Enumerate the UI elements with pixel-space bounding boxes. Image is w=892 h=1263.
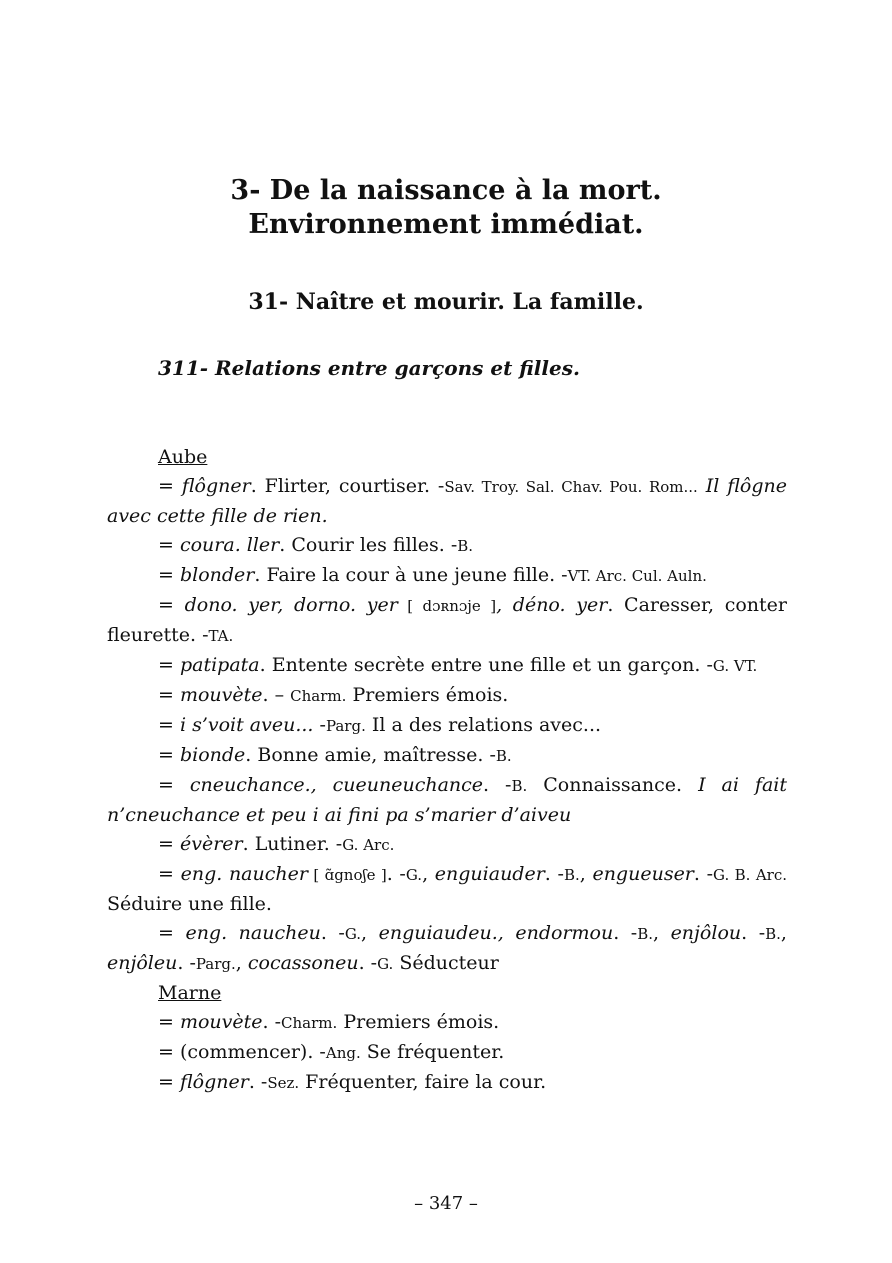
entry-source: B. [511, 777, 528, 795]
entry-text: , [235, 952, 248, 974]
entry-text: . - [358, 952, 378, 974]
entry-text: . - [613, 922, 638, 944]
entry-flogner [107, 472, 787, 531]
entry-marne-commencer [107, 1038, 787, 1068]
entry-donoyer [107, 591, 787, 651]
entry-source: G. VT. [712, 657, 758, 675]
entry-text: Il a des relations avec... [365, 714, 602, 736]
entry-text: Fréquenter, faire la cour. [299, 1071, 547, 1093]
entry-marne-flogner [107, 1068, 787, 1098]
entry-text: - [313, 714, 326, 736]
entry-text: . – [262, 684, 291, 706]
entry-term: évèrer [179, 833, 243, 855]
entry-source: B. [495, 747, 512, 765]
entry-text: . - [262, 1011, 282, 1033]
entry-text: Séduire une fille. [107, 893, 272, 915]
entry-term: i s’voit aveu... [179, 714, 314, 736]
entry-source: G. [405, 866, 423, 884]
entry-text: . - [248, 1071, 268, 1093]
entry-source: Parg. [195, 955, 236, 973]
entry-source: Ang. [325, 1044, 361, 1062]
entry-term: flôgner [179, 1071, 249, 1093]
entry-source: Charm. [290, 687, 347, 705]
entry-source: Sav. Troy. Sal. Chav. Pou. Rom... [444, 478, 698, 496]
entry-text: = [158, 922, 186, 944]
page-number: – 347 – [414, 1193, 478, 1214]
entry-text: = [158, 714, 180, 736]
entry-term: enjôleu [107, 952, 178, 974]
entry-engnaucher [107, 860, 787, 919]
entry-everer [107, 830, 787, 860]
region-heading-aube: Aube [158, 446, 208, 468]
entry-text: , [422, 863, 435, 885]
entry-term: mouvète [179, 1011, 263, 1033]
entry-source: TA. [208, 627, 234, 645]
entry-term: enjôlou [670, 922, 742, 944]
entry-text: = [158, 1071, 180, 1093]
entry-engnaucheu [107, 919, 787, 979]
entry-text: = [158, 684, 180, 706]
section-title: 31- Naître et mourir. La famille. [248, 289, 644, 315]
entry-text: . Entente secrète entre une fille et un garçon. - [259, 654, 713, 676]
entry-term: cocassoneu [247, 952, 359, 974]
entry-example: I ai fait n’cneuchance et peu i ai fini pa s’marier d’aiveu [107, 774, 787, 826]
entry-text: = [158, 833, 180, 855]
entry-text: , [579, 863, 593, 885]
entry-patipata [107, 651, 787, 681]
entry-source: G. Arc. [342, 836, 395, 854]
entry-term: bionde [179, 744, 246, 766]
entry-source: B. [457, 537, 474, 555]
entry-text: . - [386, 863, 406, 885]
entry-text: . - [544, 863, 564, 885]
entry-term: patipata [179, 654, 260, 676]
entry-text: = [158, 654, 180, 676]
entry-cneuchance [107, 771, 787, 830]
entry-text: = [158, 1011, 180, 1033]
entry-term: mouvète [179, 684, 263, 706]
entry-text: = [158, 475, 182, 497]
entry-text: = [158, 863, 181, 885]
entry-blonder [107, 561, 787, 591]
entry-text: . Flirter, courtiser. - [250, 475, 445, 497]
entry-isvoitaveu [107, 711, 787, 741]
entry-text: = (commencer). - [158, 1041, 326, 1063]
entry-text: Séducteur [393, 952, 499, 974]
region-heading-marne: Marne [158, 982, 222, 1004]
entry-term: eng. naucher [180, 863, 308, 885]
entry-text: . - [320, 922, 345, 944]
entry-text: = [158, 564, 180, 586]
entry-term: coura. ller [179, 534, 280, 556]
entries-content [107, 443, 787, 1098]
entry-term: eng. naucheu [185, 922, 321, 944]
entry-phonetic: [ ɑ̃gnoʃe ] [307, 866, 387, 884]
entry-example: Il flôgne avec cette fille de rien. [107, 475, 787, 527]
entry-source: VT. Arc. Cul. Auln. [567, 567, 707, 585]
entry-source: G. [344, 925, 362, 943]
entry-bionde [107, 741, 787, 771]
entry-source: G. [377, 955, 394, 973]
entry-term: enguiaudeu., endormou [378, 922, 614, 944]
entry-text: = [158, 594, 185, 616]
entry-text: . Caresser, conter fleurette. - [107, 594, 787, 646]
chapter-title-line1: 3- De la naissance à la mort. [230, 175, 662, 206]
entry-text: Connaissance. [527, 774, 699, 796]
entry-source: G. B. Arc. [713, 866, 788, 884]
entry-text: , [361, 922, 379, 944]
entry-term: flôgner [181, 475, 251, 497]
entry-source: Charm. [281, 1014, 338, 1032]
entry-text: . Faire la cour à une jeune fille. - [254, 564, 568, 586]
entry-text: Se fréquenter. [360, 1041, 505, 1063]
entry-text: . - [693, 863, 714, 885]
entry-source: B. [563, 866, 580, 884]
entry-text: . Courir les filles. - [279, 534, 458, 556]
entry-term: enguiauder [434, 863, 545, 885]
entry-text: . Lutiner. - [242, 833, 343, 855]
entry-text: , [780, 922, 787, 944]
entry-text: = [158, 534, 180, 556]
entry-text: . - [177, 952, 196, 974]
entry-phonetic: [ dɔʀnɔje ] [397, 597, 497, 615]
entry-term: blonder [179, 564, 255, 586]
entry-text: = [158, 744, 180, 766]
chapter-title-line2: Environnement immédiat. [248, 209, 644, 240]
entry-text: Premiers émois. [346, 684, 509, 706]
entry-couraller [107, 531, 787, 561]
entry-term: , déno. yer [496, 594, 608, 616]
entry-text: , [653, 922, 671, 944]
entry-source: Parg. [325, 717, 366, 735]
entry-mouvete [107, 681, 787, 711]
entry-text: Premiers émois. [337, 1011, 500, 1033]
entry-text: . - [741, 922, 766, 944]
entry-term: cneuchance., cueuneuchance [189, 774, 484, 796]
subsection-title: 311- Relations entre garçons et filles. [158, 356, 580, 380]
entry-text: . - [483, 774, 512, 796]
entry-text: = [158, 774, 190, 796]
entry-source: Sez. [267, 1074, 300, 1092]
entry-text: . Bonne amie, maîtresse. - [245, 744, 496, 766]
entry-marne-mouvete [107, 1008, 787, 1038]
entry-term: dono. yer, dorno. yer [184, 594, 398, 616]
entry-source: B. [765, 925, 781, 943]
entry-source: B. [637, 925, 653, 943]
entry-term: engueuser [592, 863, 694, 885]
